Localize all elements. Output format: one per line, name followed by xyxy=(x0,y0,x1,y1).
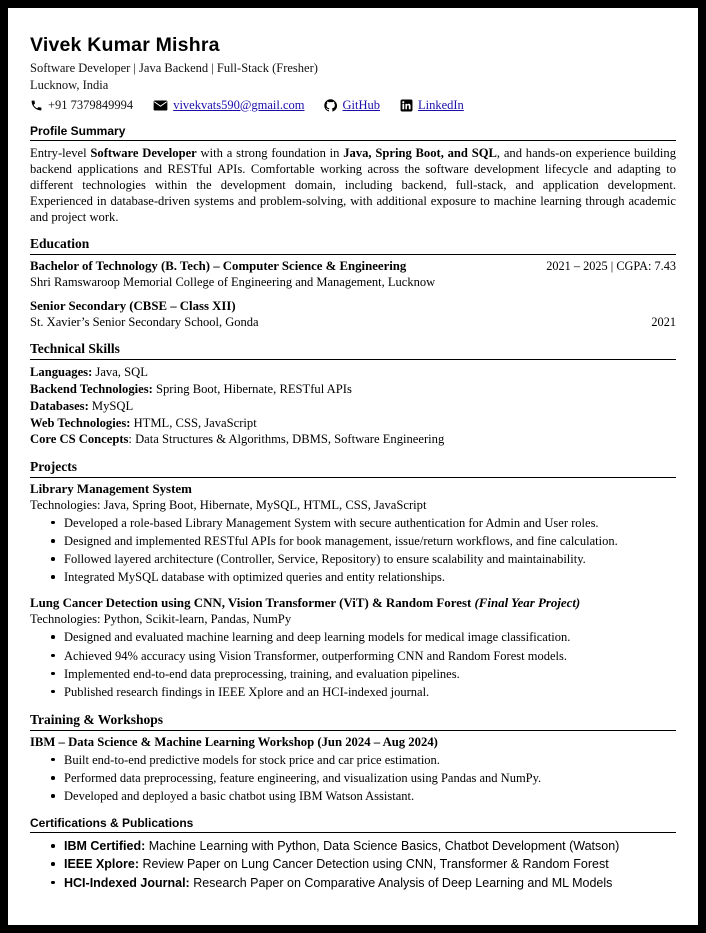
list-item: Performed data preprocessing, feature engineering, and visualization using Pandas and NumPy. xyxy=(64,769,676,787)
skill-row xyxy=(30,398,676,415)
list-item: Designed and evaluated machine learning and deep learning models for medical image classification. xyxy=(64,628,676,646)
certification-key: IBM Certified: xyxy=(64,839,146,854)
github-link[interactable]: GitHub xyxy=(342,97,380,112)
profile-text-1: Entry-level xyxy=(30,145,91,160)
education-item xyxy=(30,259,676,290)
profile-bold-2: Java, Spring Boot, and SQL xyxy=(343,145,497,160)
skill-key: Web Technologies: xyxy=(30,415,131,430)
list-item: Designed and implemented RESTful APIs for book management, issue/return workflows, and fine calculation. xyxy=(64,532,676,550)
project-bullets xyxy=(30,514,676,587)
certifications-list xyxy=(30,837,676,891)
list-item: Integrated MySQL database with optimized queries and entity relationships. xyxy=(64,568,676,586)
divider-profile xyxy=(30,140,676,141)
skill-row xyxy=(30,381,676,398)
education-meta: 2021 xyxy=(651,315,676,330)
section-title-projects: Projects xyxy=(30,458,77,474)
divider-training xyxy=(30,730,676,731)
education-row xyxy=(30,259,676,274)
project-item xyxy=(30,482,676,587)
divider-skills xyxy=(30,359,676,360)
project-title xyxy=(30,482,676,497)
list-item: Developed and deployed a basic chatbot using IBM Watson Assistant. xyxy=(64,787,676,805)
education-row xyxy=(30,299,676,314)
skill-value: : Data Structures & Algorithms, DBMS, Software Engineering xyxy=(128,432,445,447)
certification-value: Machine Learning with Python, Data Science Basics, Chatbot Development (Watson) xyxy=(145,839,620,854)
divider-certifications xyxy=(30,832,676,833)
skill-value: Java, SQL xyxy=(92,365,148,380)
skill-value: Spring Boot, Hibernate, RESTful APIs xyxy=(152,382,352,397)
education-item xyxy=(30,299,676,330)
list-item: Achieved 94% accuracy using Vision Transformer, outperforming CNN and Random Forest models. xyxy=(64,647,676,665)
divider-education xyxy=(30,254,676,255)
linkedin-link[interactable]: LinkedIn xyxy=(417,97,464,112)
project-item xyxy=(30,596,676,701)
list-item: Implemented end-to-end data preprocessing, training, and evaluation pipelines. xyxy=(64,665,676,683)
skill-row xyxy=(30,364,676,381)
github-icon xyxy=(324,99,337,112)
candidate-location: Lucknow, India xyxy=(30,77,109,92)
education-degree: Senior Secondary (CBSE – Class XII) xyxy=(30,299,236,314)
header xyxy=(30,34,676,113)
project-title-note: (Final Year Project) xyxy=(474,596,581,611)
certification-key: HCI-Indexed Journal: xyxy=(64,875,190,890)
skill-key: Backend Technologies: xyxy=(30,382,153,397)
project-bullets xyxy=(30,628,676,701)
phone-item xyxy=(30,98,133,113)
skill-row xyxy=(30,415,676,432)
contact-bar xyxy=(30,98,676,113)
github-item[interactable] xyxy=(324,98,380,113)
profile-summary-text xyxy=(30,145,676,226)
email-link[interactable]: vivekvats590@gmail.com xyxy=(173,97,305,112)
resume-page xyxy=(8,8,698,925)
training-title: IBM – Data Science & Machine Learning Workshop (Jun 2024 – Aug 2024) xyxy=(30,734,438,749)
profile-text-3: , and hands-on experience building backend applications and RESTful APIs. Comfortable working across the software development lifecycle and adapting to different technologies within the development domain, including backend, full-stack, and application development. Experienced in database-driven systems and problem-solving, with additional exposure to machine learning through academic and project work. xyxy=(30,145,677,225)
list-item: Developed a role-based Library Management System with secure authentication for Admin and User roles. xyxy=(64,514,676,532)
certification-value: Review Paper on Lung Cancer Detection using CNN, Transformer & Random Forest xyxy=(139,857,609,872)
section-title-certifications: Certifications & Publications xyxy=(30,816,194,831)
certification-value: Research Paper on Comparative Analysis of Deep Learning and ML Models xyxy=(189,875,613,890)
skill-key: Core CS Concepts xyxy=(30,432,129,447)
envelope-icon xyxy=(153,99,168,112)
email-item[interactable] xyxy=(153,98,304,113)
section-title-training: Training & Workshops xyxy=(30,711,164,727)
project-title xyxy=(30,596,676,611)
education-row xyxy=(30,314,676,330)
project-tech: Technologies: Java, Spring Boot, Hibernate, MySQL, HTML, CSS, JavaScript xyxy=(30,497,427,512)
education-institute: Shri Ramswaroop Memorial College of Engineering and Management, Lucknow xyxy=(30,275,436,290)
project-tech: Technologies: Python, Scikit-learn, Pandas, NumPy xyxy=(30,612,292,627)
list-item: Built end-to-end predictive models for stock price and car price estimation. xyxy=(64,751,676,769)
linkedin-icon xyxy=(400,99,413,112)
phone-icon xyxy=(30,99,43,112)
section-title-education: Education xyxy=(30,236,90,252)
education-degree: Bachelor of Technology (B. Tech) – Computer Science & Engineering xyxy=(30,259,407,274)
education-institute: St. Xavier’s Senior Secondary School, Gonda xyxy=(30,315,259,330)
training-bullets xyxy=(30,751,676,805)
section-title-profile: Profile Summary xyxy=(30,123,126,138)
list-item: Followed layered architecture (Controller, Service, Repository) to ensure scalability and maintainability. xyxy=(64,550,676,568)
divider-projects xyxy=(30,477,676,478)
section-title-skills: Technical Skills xyxy=(30,341,120,357)
candidate-name: Vivek Kumar Mishra xyxy=(30,34,220,56)
skill-row xyxy=(30,431,676,448)
profile-text-2: with a strong foundation in xyxy=(196,145,344,160)
skills-list xyxy=(30,364,676,448)
skill-key: Databases: xyxy=(30,398,89,413)
education-meta: 2021 – 2025 | CGPA: 7.43 xyxy=(546,259,676,274)
list-item xyxy=(64,874,676,892)
skill-value: MySQL xyxy=(88,398,134,413)
project-title-text: Lung Cancer Detection using CNN, Vision Transformer (ViT) & Random Forest xyxy=(30,596,475,611)
linkedin-item[interactable] xyxy=(400,98,464,113)
project-title-text: Library Management System xyxy=(30,481,192,496)
list-item: Published research findings in IEEE Xplore and an HCI-indexed journal. xyxy=(64,683,676,701)
list-item xyxy=(64,837,676,855)
skill-value: HTML, CSS, JavaScript xyxy=(130,415,257,430)
profile-bold-1: Software Developer xyxy=(90,145,197,160)
list-item xyxy=(64,855,676,873)
phone-number: +91 7379849994 xyxy=(48,97,134,112)
certification-key: IEEE Xplore: xyxy=(64,857,140,872)
candidate-title: Software Developer | Java Backend | Full-Stack (Fresher) xyxy=(30,61,318,75)
skill-key: Languages: xyxy=(30,365,93,380)
